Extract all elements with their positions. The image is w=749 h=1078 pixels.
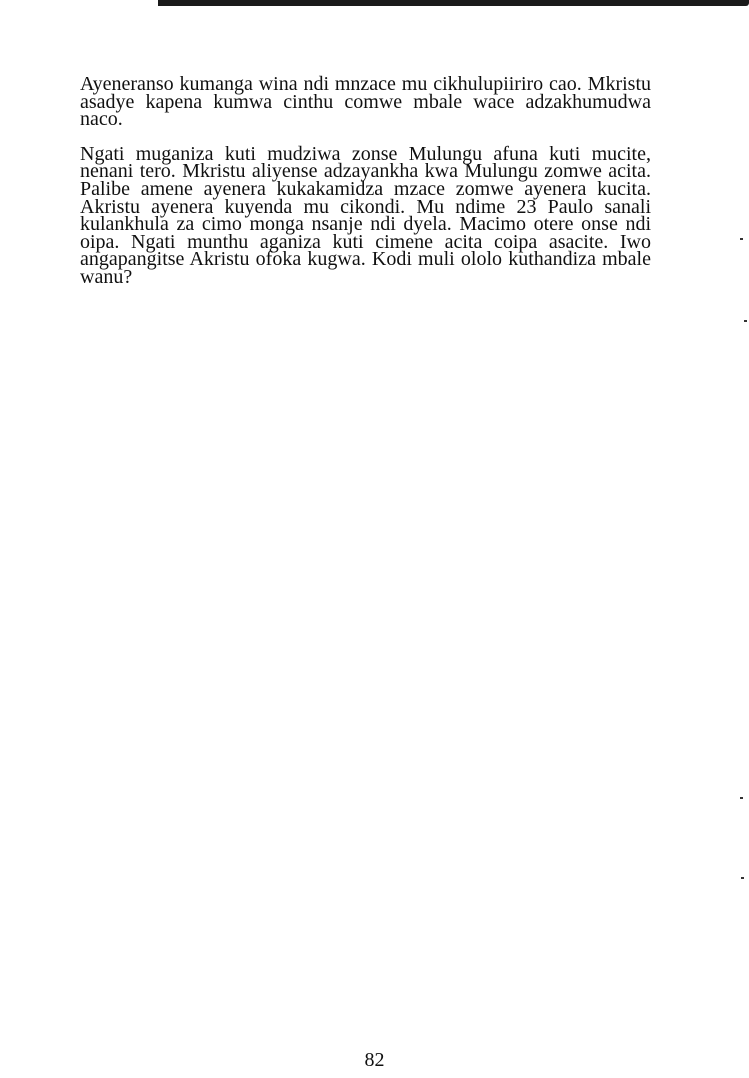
page-number: 82 [364, 1049, 385, 1071]
margin-speck [740, 797, 743, 799]
margin-speck [741, 877, 744, 879]
paragraph-1: Ayeneranso kumanga wina ndi mnzace mu cikhulupiiriro cao. Mkristu asadye kapena kumwa cinthu comwe mbale wace adzakhumudwa naco. [80, 73, 651, 131]
paragraph-2: Ngati muganiza kuti mudziwa zonse Mulungu afuna kuti mucite, nenani tero. Mkristu aliyense adzayankha kwa Mulungu zomwe acita. Palibe amene ayenera kukakamidza mzace zomwe ayenera kucita. Akristu ayenera kuyenda mu cikondi. Mu ndime 23 Paulo sanali kulankhula za cimo monga nsanje ndi dyela. Macimo otere onse ndi oipa. Ngati munthu aganiza kuti cimene acita coipa asacite. Iwo angapangitse Akristu ofoka kugwa. Kodi muli ololo kuthandiza mbale wanu? [80, 142, 651, 288]
margin-speck [740, 238, 743, 240]
margin-speck [744, 320, 747, 322]
top-edge-rule [158, 0, 749, 6]
body-text [80, 73, 651, 288]
